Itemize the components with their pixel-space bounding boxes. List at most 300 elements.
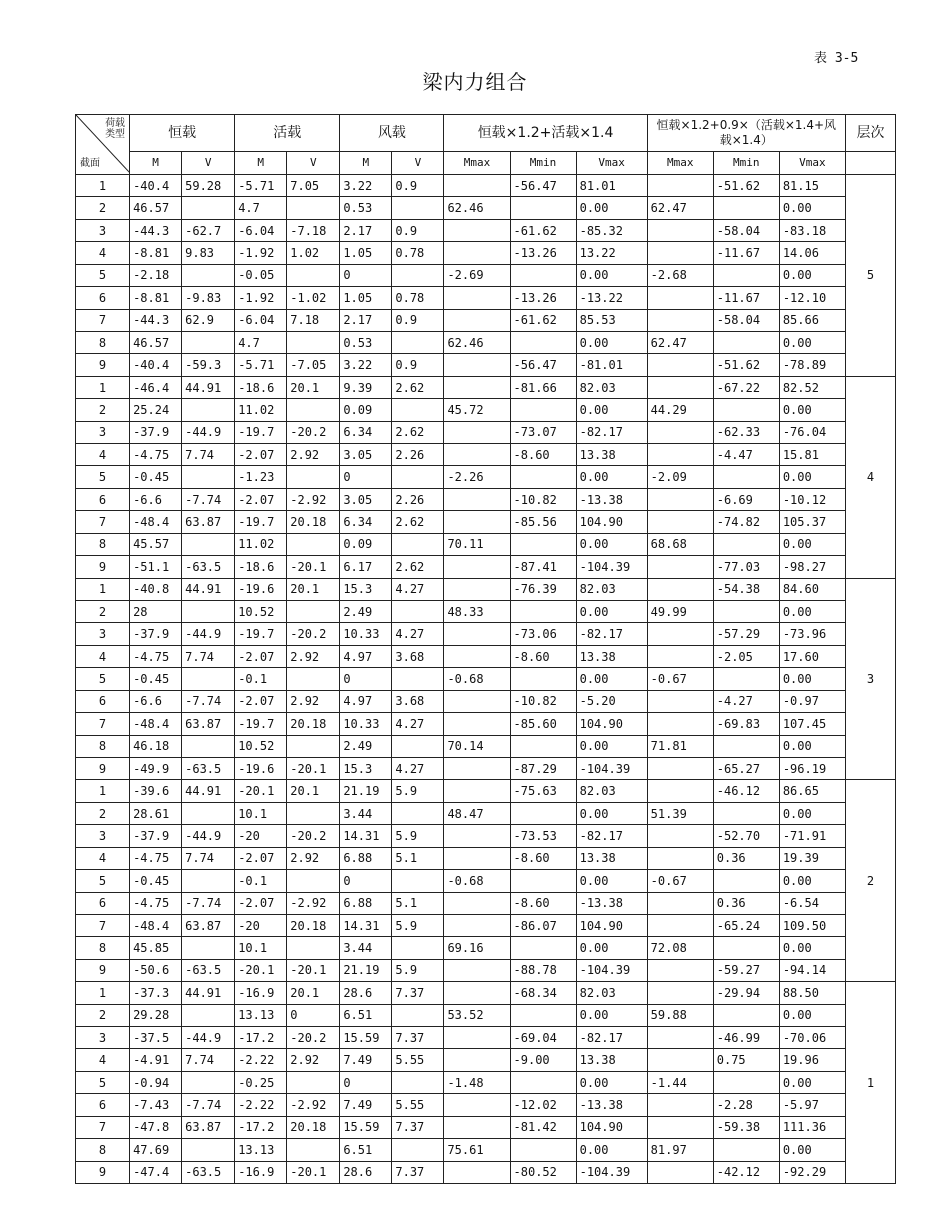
table-cell bbox=[713, 735, 779, 757]
table-cell: 81.97 bbox=[647, 1139, 713, 1161]
table-cell: 20.1 bbox=[287, 578, 340, 600]
table-cell bbox=[444, 1049, 510, 1071]
table-cell: 0.00 bbox=[576, 1004, 647, 1026]
table-cell: 0.00 bbox=[576, 399, 647, 421]
table-cell: 109.50 bbox=[779, 914, 845, 936]
subheader-blank bbox=[845, 152, 895, 175]
table-cell: -58.04 bbox=[713, 219, 779, 241]
table-cell: -104.39 bbox=[576, 556, 647, 578]
table-cell: -87.29 bbox=[510, 757, 576, 779]
table-cell: -19.7 bbox=[235, 421, 287, 443]
corner-load-type-label: 荷载 类型 bbox=[105, 118, 126, 140]
table-cell bbox=[287, 1071, 340, 1093]
table-cell: 6.88 bbox=[340, 847, 392, 869]
table-cell: 6.88 bbox=[340, 892, 392, 914]
table-cell: -2.07 bbox=[235, 847, 287, 869]
table-row bbox=[76, 937, 896, 959]
table-cell: 0.00 bbox=[576, 668, 647, 690]
table-cell bbox=[287, 399, 340, 421]
table-cell: 7.37 bbox=[392, 1027, 444, 1049]
table-cell: 0.36 bbox=[713, 892, 779, 914]
table-row bbox=[76, 1049, 896, 1071]
table-cell: -13.38 bbox=[576, 892, 647, 914]
table-cell: -10.12 bbox=[779, 488, 845, 510]
table-cell: -63.5 bbox=[182, 556, 235, 578]
table-cell: 63.87 bbox=[182, 914, 235, 936]
subheader-mmax-6: Mmax bbox=[444, 152, 510, 175]
table-cell: -10.82 bbox=[510, 488, 576, 510]
section-number: 3 bbox=[76, 219, 130, 241]
section-number: 7 bbox=[76, 1116, 130, 1138]
table-cell: -69.83 bbox=[713, 713, 779, 735]
table-row bbox=[76, 847, 896, 869]
table-cell: 0.00 bbox=[779, 466, 845, 488]
table-cell bbox=[713, 533, 779, 555]
table-cell bbox=[182, 1139, 235, 1161]
table-row bbox=[76, 1116, 896, 1138]
table-cell: 49.99 bbox=[647, 601, 713, 623]
table-cell bbox=[647, 645, 713, 667]
table-cell: -20.1 bbox=[235, 959, 287, 981]
table-cell: 2.62 bbox=[392, 421, 444, 443]
table-cell bbox=[510, 937, 576, 959]
table-cell bbox=[444, 847, 510, 869]
table-cell: -13.22 bbox=[576, 287, 647, 309]
table-cell: -59.38 bbox=[713, 1116, 779, 1138]
table-row bbox=[76, 870, 896, 892]
table-cell: -87.41 bbox=[510, 556, 576, 578]
table-cell: -0.1 bbox=[235, 668, 287, 690]
table-cell: -37.9 bbox=[130, 623, 182, 645]
table-cell bbox=[444, 421, 510, 443]
table-cell: -4.27 bbox=[713, 690, 779, 712]
table-cell: -2.05 bbox=[713, 645, 779, 667]
table-cell: 0 bbox=[340, 264, 392, 286]
table-cell: -39.6 bbox=[130, 780, 182, 802]
table-cell: -2.07 bbox=[235, 488, 287, 510]
table-cell: -4.75 bbox=[130, 645, 182, 667]
table-row bbox=[76, 219, 896, 241]
table-cell: -94.14 bbox=[779, 959, 845, 981]
table-cell: 7.74 bbox=[182, 444, 235, 466]
table-cell: -77.03 bbox=[713, 556, 779, 578]
table-cell bbox=[444, 623, 510, 645]
table-cell: -81.66 bbox=[510, 376, 576, 398]
table-cell: 5.1 bbox=[392, 847, 444, 869]
table-cell: 11.02 bbox=[235, 399, 287, 421]
table-row bbox=[76, 533, 896, 555]
table-cell: 59.28 bbox=[182, 175, 235, 197]
table-cell: 53.52 bbox=[444, 1004, 510, 1026]
table-cell bbox=[647, 1116, 713, 1138]
table-cell: -81.01 bbox=[576, 354, 647, 376]
table-cell: 20.18 bbox=[287, 511, 340, 533]
table-cell: -1.44 bbox=[647, 1071, 713, 1093]
table-cell bbox=[182, 533, 235, 555]
table-cell: 72.08 bbox=[647, 937, 713, 959]
table-cell bbox=[182, 197, 235, 219]
table-cell: -71.91 bbox=[779, 825, 845, 847]
group-combo-1: 恒载×1.2+活载×1.4 bbox=[444, 115, 647, 152]
table-cell: -73.07 bbox=[510, 421, 576, 443]
table-cell bbox=[182, 1071, 235, 1093]
corner-section-label: 截面 bbox=[80, 158, 100, 169]
table-cell: 2.62 bbox=[392, 511, 444, 533]
table-row bbox=[76, 354, 896, 376]
table-cell: 19.96 bbox=[779, 1049, 845, 1071]
level-label: 3 bbox=[845, 578, 895, 780]
table-cell: -0.45 bbox=[130, 870, 182, 892]
table-cell: -44.9 bbox=[182, 421, 235, 443]
table-cell: -42.12 bbox=[713, 1161, 779, 1183]
table-cell bbox=[444, 1094, 510, 1116]
table-cell: -2.68 bbox=[647, 264, 713, 286]
table-cell: -40.4 bbox=[130, 175, 182, 197]
table-cell bbox=[287, 1139, 340, 1161]
table-cell: -2.07 bbox=[235, 444, 287, 466]
table-cell bbox=[647, 556, 713, 578]
table-cell: 7.74 bbox=[182, 645, 235, 667]
table-cell: -63.5 bbox=[182, 1161, 235, 1183]
subheader-m-0: M bbox=[130, 152, 182, 175]
table-cell: -78.89 bbox=[779, 354, 845, 376]
table-cell: -50.6 bbox=[130, 959, 182, 981]
table-cell: 3.68 bbox=[392, 645, 444, 667]
table-cell: -6.6 bbox=[130, 488, 182, 510]
table-cell: -7.74 bbox=[182, 690, 235, 712]
table-cell bbox=[287, 937, 340, 959]
table-cell: -37.3 bbox=[130, 982, 182, 1004]
table-cell: -5.71 bbox=[235, 354, 287, 376]
table-cell: -4.75 bbox=[130, 444, 182, 466]
table-cell: -104.39 bbox=[576, 757, 647, 779]
table-cell: -20.1 bbox=[287, 556, 340, 578]
table-cell: -104.39 bbox=[576, 959, 647, 981]
table-cell: 0.00 bbox=[779, 1004, 845, 1026]
table-cell: -51.62 bbox=[713, 175, 779, 197]
table-cell bbox=[647, 959, 713, 981]
table-cell: -20.1 bbox=[287, 959, 340, 981]
table-cell bbox=[392, 197, 444, 219]
section-number: 8 bbox=[76, 937, 130, 959]
table-cell bbox=[182, 601, 235, 623]
table-cell bbox=[510, 735, 576, 757]
table-cell: 81.01 bbox=[576, 175, 647, 197]
table-row bbox=[76, 556, 896, 578]
level-label: 2 bbox=[845, 780, 895, 982]
table-cell: 0.00 bbox=[576, 197, 647, 219]
table-cell: 45.72 bbox=[444, 399, 510, 421]
group-combo-2: 恒载×1.2+0.9×（活载×1.4+风载×1.4） bbox=[647, 115, 845, 152]
section-number: 1 bbox=[76, 982, 130, 1004]
table-cell: 0 bbox=[340, 466, 392, 488]
table-cell: -8.60 bbox=[510, 847, 576, 869]
table-cell: 0.00 bbox=[576, 802, 647, 824]
table-cell: -67.22 bbox=[713, 376, 779, 398]
section-number: 6 bbox=[76, 488, 130, 510]
table-cell bbox=[392, 1004, 444, 1026]
table-cell: 107.45 bbox=[779, 713, 845, 735]
table-cell: 15.3 bbox=[340, 578, 392, 600]
table-cell: -48.4 bbox=[130, 914, 182, 936]
level-label: 1 bbox=[845, 982, 895, 1184]
table-cell: -73.96 bbox=[779, 623, 845, 645]
table-cell: -76.04 bbox=[779, 421, 845, 443]
table-cell: 7.05 bbox=[287, 175, 340, 197]
table-cell: 82.52 bbox=[779, 376, 845, 398]
table-cell: -98.27 bbox=[779, 556, 845, 578]
table-cell: 0.53 bbox=[340, 197, 392, 219]
table-cell: 20.18 bbox=[287, 713, 340, 735]
table-cell bbox=[510, 601, 576, 623]
section-number: 5 bbox=[76, 870, 130, 892]
table-cell: 51.39 bbox=[647, 802, 713, 824]
table-cell bbox=[182, 466, 235, 488]
table-cell: -8.60 bbox=[510, 444, 576, 466]
table-cell: -61.62 bbox=[510, 219, 576, 241]
table-row bbox=[76, 444, 896, 466]
table-cell: -57.29 bbox=[713, 623, 779, 645]
table-cell: -56.47 bbox=[510, 175, 576, 197]
table-cell bbox=[647, 444, 713, 466]
table-cell: -76.39 bbox=[510, 578, 576, 600]
section-number: 6 bbox=[76, 287, 130, 309]
group-wind-load: 风载 bbox=[340, 115, 444, 152]
table-cell: -8.60 bbox=[510, 645, 576, 667]
table-cell: 62.47 bbox=[647, 197, 713, 219]
table-cell: 45.85 bbox=[130, 937, 182, 959]
table-cell bbox=[287, 331, 340, 353]
table-cell: 75.61 bbox=[444, 1139, 510, 1161]
table-cell: 6.51 bbox=[340, 1139, 392, 1161]
table-cell: 71.81 bbox=[647, 735, 713, 757]
table-cell: 0.9 bbox=[392, 219, 444, 241]
section-number: 1 bbox=[76, 780, 130, 802]
table-cell: -0.67 bbox=[647, 870, 713, 892]
table-cell: 4.97 bbox=[340, 645, 392, 667]
table-cell bbox=[647, 914, 713, 936]
section-number: 7 bbox=[76, 713, 130, 735]
table-cell: 63.87 bbox=[182, 713, 235, 735]
table-cell: 0 bbox=[340, 668, 392, 690]
table-cell bbox=[287, 668, 340, 690]
section-number: 6 bbox=[76, 690, 130, 712]
table-cell bbox=[647, 780, 713, 802]
table-cell: -48.4 bbox=[130, 713, 182, 735]
section-number: 7 bbox=[76, 914, 130, 936]
table-cell: -46.12 bbox=[713, 780, 779, 802]
table-cell bbox=[647, 1027, 713, 1049]
table-cell: -9.00 bbox=[510, 1049, 576, 1071]
table-cell: 6.34 bbox=[340, 511, 392, 533]
table-cell bbox=[713, 870, 779, 892]
section-number: 2 bbox=[76, 802, 130, 824]
table-cell bbox=[287, 533, 340, 555]
table-cell bbox=[647, 690, 713, 712]
table-cell: 70.14 bbox=[444, 735, 510, 757]
table-cell: 104.90 bbox=[576, 511, 647, 533]
table-cell bbox=[510, 668, 576, 690]
table-cell: -86.07 bbox=[510, 914, 576, 936]
table-cell: 3.22 bbox=[340, 354, 392, 376]
table-cell: -18.6 bbox=[235, 376, 287, 398]
table-row bbox=[76, 242, 896, 264]
table-cell: -2.92 bbox=[287, 488, 340, 510]
table-cell: -59.27 bbox=[713, 959, 779, 981]
table-cell: 86.65 bbox=[779, 780, 845, 802]
table-cell: 0.00 bbox=[576, 331, 647, 353]
table-cell bbox=[647, 1094, 713, 1116]
table-cell: -19.7 bbox=[235, 623, 287, 645]
table-cell: -4.91 bbox=[130, 1049, 182, 1071]
table-cell: 28 bbox=[130, 601, 182, 623]
table-cell: -70.06 bbox=[779, 1027, 845, 1049]
table-cell: 82.03 bbox=[576, 982, 647, 1004]
table-cell: -73.53 bbox=[510, 825, 576, 847]
table-cell: -16.9 bbox=[235, 982, 287, 1004]
table-cell: 13.38 bbox=[576, 1049, 647, 1071]
table-cell bbox=[392, 1139, 444, 1161]
table-cell: -48.4 bbox=[130, 511, 182, 533]
table-cell: 5.55 bbox=[392, 1049, 444, 1071]
table-cell: 7.37 bbox=[392, 1116, 444, 1138]
table-cell: -85.32 bbox=[576, 219, 647, 241]
table-row bbox=[76, 331, 896, 353]
table-cell: 0.00 bbox=[779, 1071, 845, 1093]
table-cell: 104.90 bbox=[576, 713, 647, 735]
table-cell: 0.75 bbox=[713, 1049, 779, 1071]
table-cell bbox=[444, 488, 510, 510]
table-cell: 3.44 bbox=[340, 802, 392, 824]
section-number: 3 bbox=[76, 825, 130, 847]
table-cell bbox=[444, 354, 510, 376]
table-cell bbox=[647, 825, 713, 847]
table-cell: -2.07 bbox=[235, 892, 287, 914]
table-cell: 0.00 bbox=[779, 197, 845, 219]
section-number: 8 bbox=[76, 533, 130, 555]
table-cell: 0.00 bbox=[779, 668, 845, 690]
table-cell: 15.3 bbox=[340, 757, 392, 779]
table-cell bbox=[444, 713, 510, 735]
table-cell: -83.18 bbox=[779, 219, 845, 241]
table-cell: -68.34 bbox=[510, 982, 576, 1004]
table-cell: 10.1 bbox=[235, 802, 287, 824]
table-cell: 0.00 bbox=[576, 870, 647, 892]
table-cell: 0.00 bbox=[779, 1139, 845, 1161]
table-cell: -1.92 bbox=[235, 287, 287, 309]
table-cell: 10.52 bbox=[235, 735, 287, 757]
section-number: 9 bbox=[76, 1161, 130, 1183]
table-cell: -7.74 bbox=[182, 488, 235, 510]
table-cell: -29.94 bbox=[713, 982, 779, 1004]
table-cell bbox=[647, 309, 713, 331]
table-cell: -2.18 bbox=[130, 264, 182, 286]
table-cell bbox=[287, 197, 340, 219]
table-cell: 9.39 bbox=[340, 376, 392, 398]
table-cell bbox=[647, 1049, 713, 1071]
table-cell: 3.22 bbox=[340, 175, 392, 197]
section-number: 8 bbox=[76, 735, 130, 757]
table-cell: 0.78 bbox=[392, 242, 444, 264]
table-cell bbox=[287, 870, 340, 892]
table-cell: -65.24 bbox=[713, 914, 779, 936]
group-dead-load: 恒载 bbox=[130, 115, 235, 152]
table-cell: 20.1 bbox=[287, 780, 340, 802]
table-cell: 6.17 bbox=[340, 556, 392, 578]
table-row bbox=[76, 488, 896, 510]
table-cell: 5.9 bbox=[392, 780, 444, 802]
table-cell: 44.29 bbox=[647, 399, 713, 421]
table-cell: -44.3 bbox=[130, 219, 182, 241]
subheader-v-3: V bbox=[287, 152, 340, 175]
table-cell: -0.45 bbox=[130, 466, 182, 488]
table-cell bbox=[182, 802, 235, 824]
table-row bbox=[76, 1161, 896, 1183]
section-number: 4 bbox=[76, 847, 130, 869]
table-cell: 17.60 bbox=[779, 645, 845, 667]
table-cell: -62.33 bbox=[713, 421, 779, 443]
table-cell: -6.04 bbox=[235, 309, 287, 331]
table-cell: -0.94 bbox=[130, 1071, 182, 1093]
table-cell: -20.2 bbox=[287, 825, 340, 847]
table-cell: 0 bbox=[340, 1071, 392, 1093]
table-cell bbox=[444, 1116, 510, 1138]
table-cell: -2.69 bbox=[444, 264, 510, 286]
table-cell: -9.83 bbox=[182, 287, 235, 309]
table-cell: -20.2 bbox=[287, 421, 340, 443]
level-label: 4 bbox=[845, 376, 895, 578]
table-cell: 82.03 bbox=[576, 376, 647, 398]
table-row bbox=[76, 197, 896, 219]
table-cell: 63.87 bbox=[182, 1116, 235, 1138]
table-cell bbox=[182, 870, 235, 892]
section-number: 3 bbox=[76, 623, 130, 645]
table-cell bbox=[444, 242, 510, 264]
table-cell: 62.47 bbox=[647, 331, 713, 353]
table-cell bbox=[287, 735, 340, 757]
table-cell: 20.1 bbox=[287, 376, 340, 398]
table-cell: -0.97 bbox=[779, 690, 845, 712]
section-number: 9 bbox=[76, 959, 130, 981]
table-cell: 14.31 bbox=[340, 914, 392, 936]
table-cell bbox=[647, 713, 713, 735]
table-cell: -37.5 bbox=[130, 1027, 182, 1049]
group-live-load: 活载 bbox=[235, 115, 340, 152]
table-cell bbox=[647, 354, 713, 376]
table-cell bbox=[392, 601, 444, 623]
section-number: 6 bbox=[76, 1094, 130, 1116]
table-cell: -8.60 bbox=[510, 892, 576, 914]
table-cell: -85.56 bbox=[510, 511, 576, 533]
table-cell: 68.68 bbox=[647, 533, 713, 555]
table-row bbox=[76, 376, 896, 398]
table-cell bbox=[444, 175, 510, 197]
table-cell: 0.00 bbox=[779, 264, 845, 286]
table-cell: 0.09 bbox=[340, 399, 392, 421]
table-cell: -6.54 bbox=[779, 892, 845, 914]
table-cell: 15.59 bbox=[340, 1027, 392, 1049]
table-cell bbox=[444, 578, 510, 600]
table-cell: -44.9 bbox=[182, 1027, 235, 1049]
table-cell: 0.9 bbox=[392, 175, 444, 197]
table-cell: 10.33 bbox=[340, 623, 392, 645]
table-cell bbox=[647, 175, 713, 197]
table-cell: -19.7 bbox=[235, 511, 287, 533]
group-level: 层次 bbox=[845, 115, 895, 152]
table-cell bbox=[182, 1004, 235, 1026]
section-number: 4 bbox=[76, 444, 130, 466]
table-cell: 0.53 bbox=[340, 331, 392, 353]
